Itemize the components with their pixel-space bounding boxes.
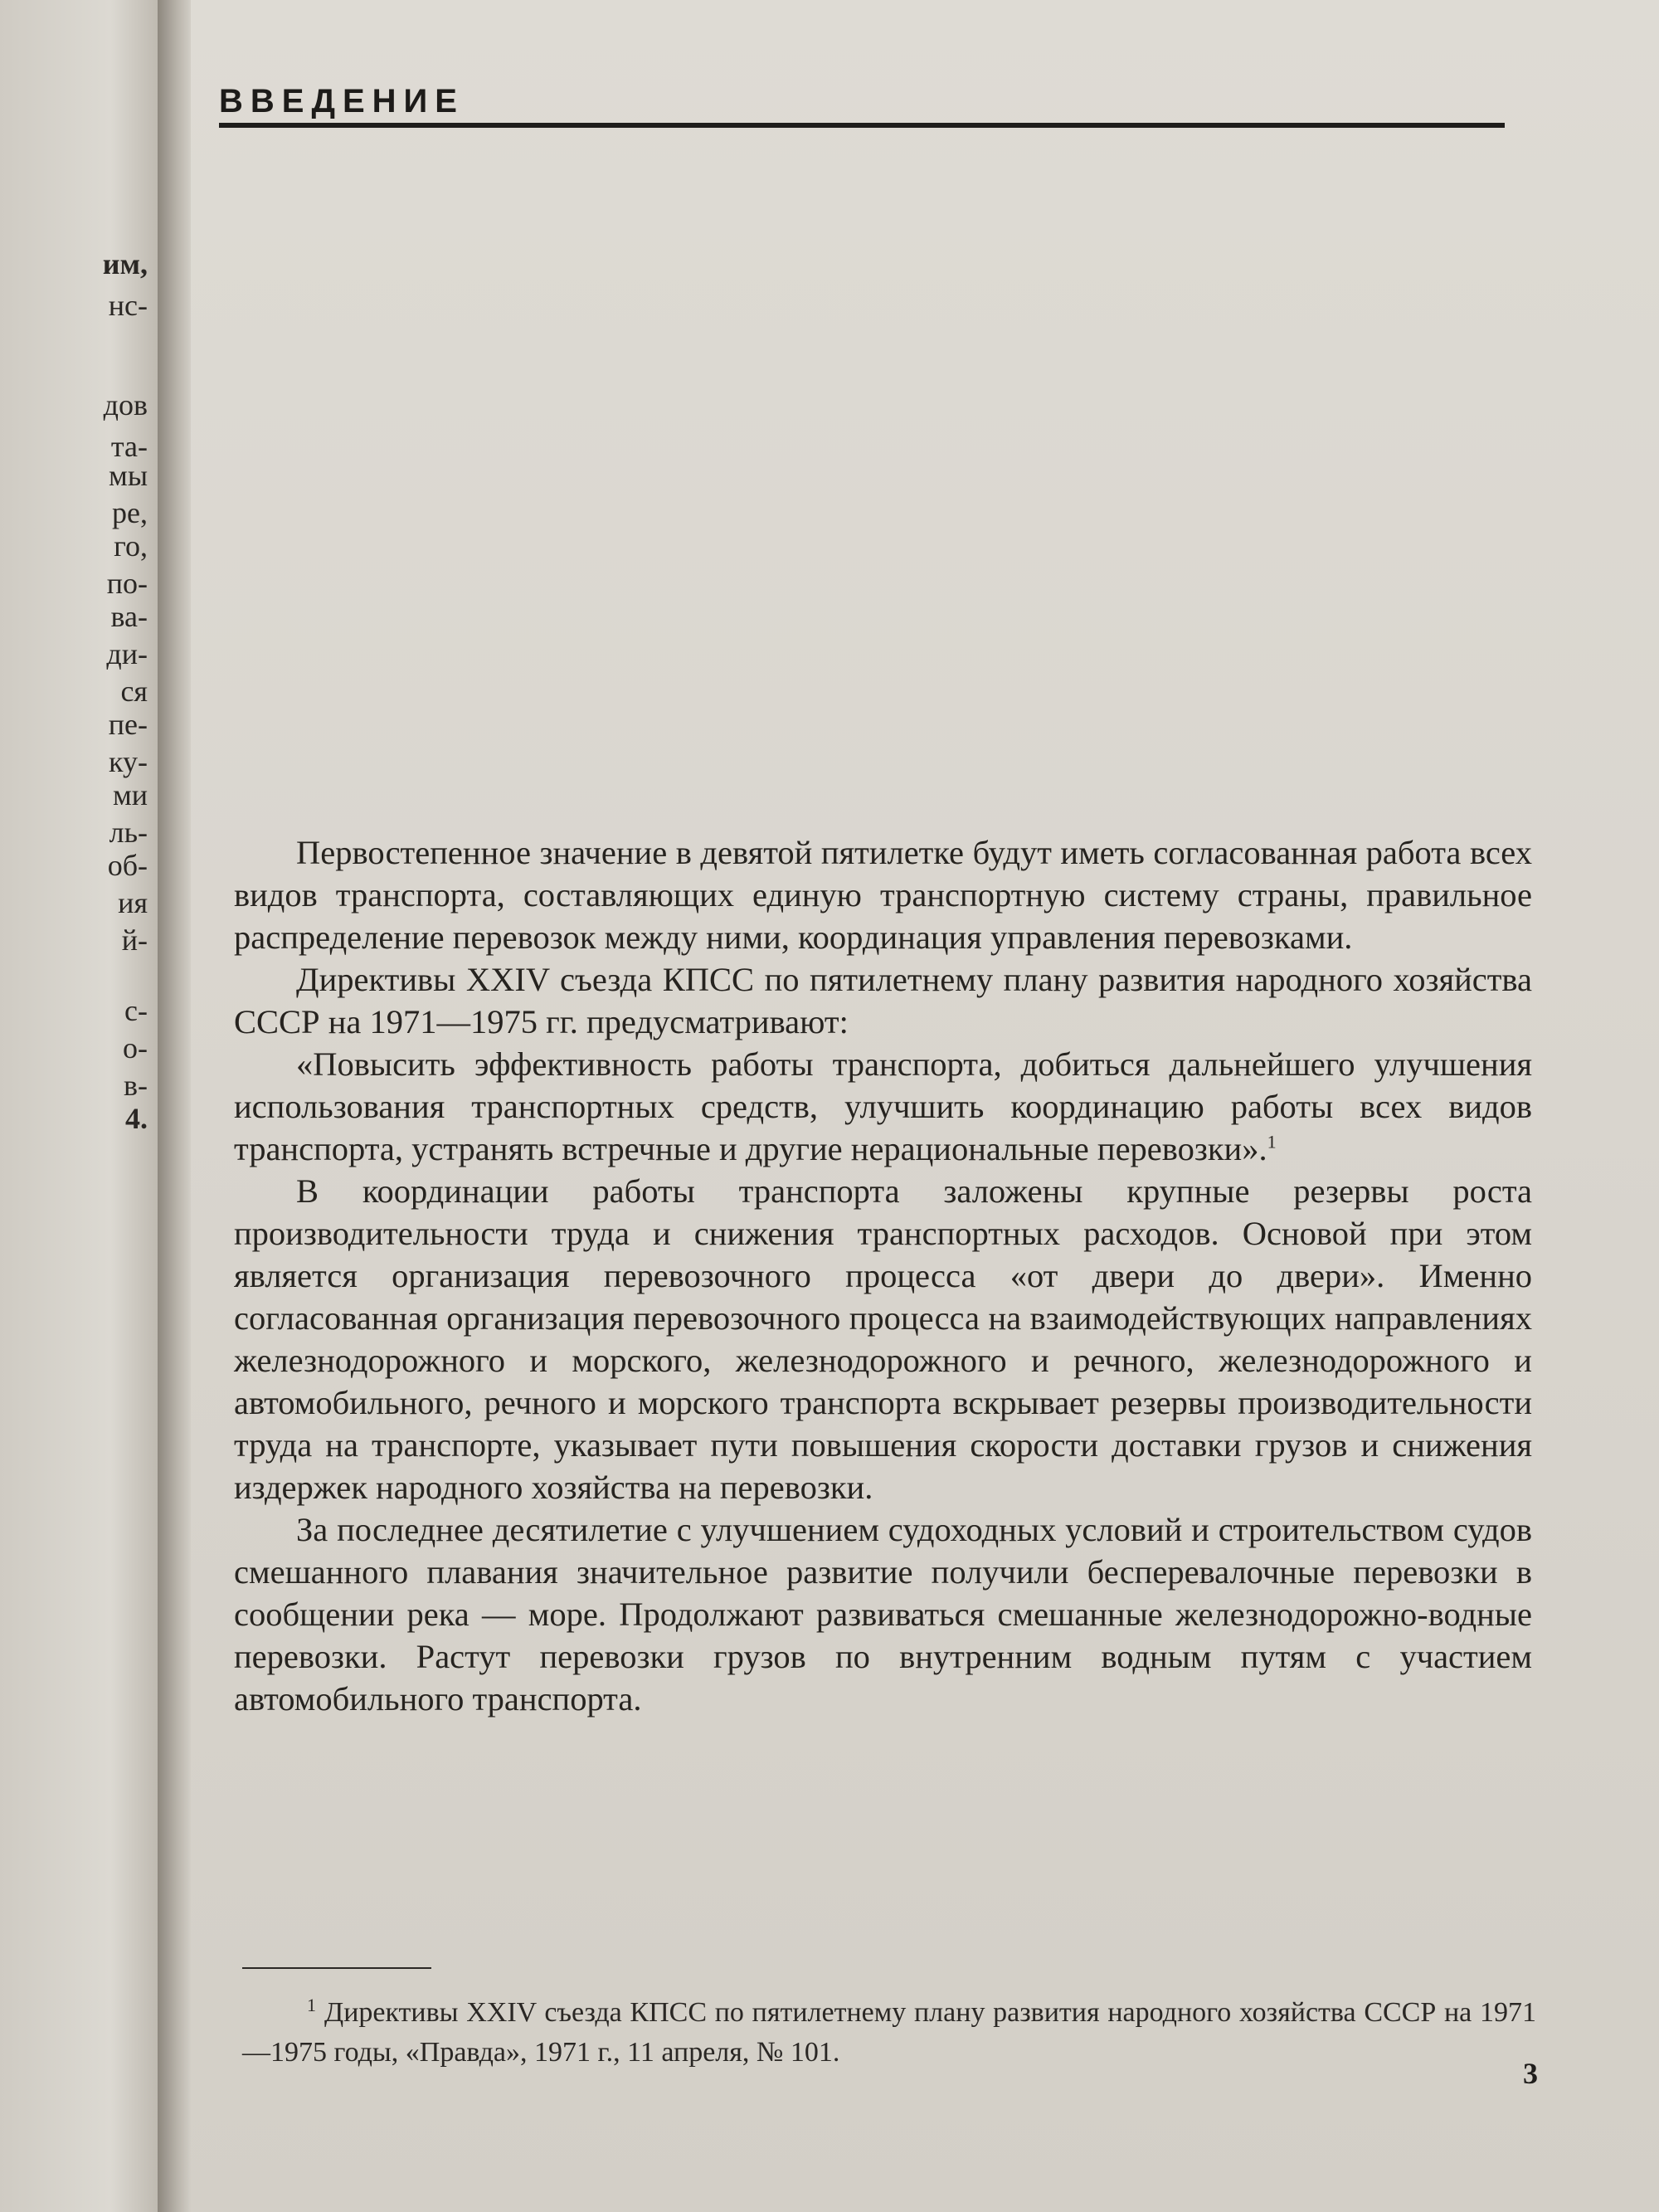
left-page-fragment: ва- <box>110 600 148 633</box>
left-page-fragment: ми <box>112 778 148 811</box>
left-page-fragment: го, <box>114 529 148 563</box>
footnote-rule <box>242 1967 431 1969</box>
paragraph: За последнее десятилетие с улучшением судоходных условий и строительством судов смешанного плавания значительное развитие получили бесперевалочные перевозки в сообщении река — море. Продолжают развиваться смешанные железнодорожно-водные перевозки. Растут перевозки грузов по внутренним водным путям с участием автомобильного транспорта. <box>234 1511 1532 1717</box>
left-page-fragment: мы <box>109 459 148 492</box>
book-gutter <box>158 0 191 2212</box>
footnote-reference: 1 <box>1267 1131 1277 1152</box>
left-page-fragment: ия <box>118 886 148 919</box>
footnote-marker: 1 <box>307 1994 316 2015</box>
left-page-fragment: та- <box>110 430 148 463</box>
left-page-fragment: ся <box>120 675 148 708</box>
left-page-fragment: по- <box>106 567 148 600</box>
previous-page-edge <box>0 0 158 2212</box>
left-page-fragment: в- <box>124 1069 148 1102</box>
left-page-fragment: о- <box>123 1031 148 1065</box>
left-page-fragment: с- <box>124 994 148 1027</box>
quote-text: «Повысить эффективность работы транспорта, добиться дальнейшего улучшения использования транспортных средств, улучшить координацию работы всех видов транспорта, устранять встречные и другие нерациональные перевозки». <box>234 1045 1532 1167</box>
paragraph: В координации работы транспорта заложены крупные резервы роста производительности труда и снижения транспортных расходов. Основой при этом является организация перевозочного процесса «от двери до двери». Именно согласованная организация перевозочного процесса на взаимодействующих направлениях железнодорожного и морского, железнодорожного и речного, железнодорожного и автомобильного, речного и морского транспорта вскрывает резервы производительности труда на транспорте, указывает пути повышения скорости доставки грузов и снижения издержек народного хозяйства на перевозки. <box>234 1172 1532 1506</box>
left-page-fragment: ль- <box>109 816 148 849</box>
paragraph: Директивы XXIV съезда КПСС по пятилетнему плану развития народного хозяйства СССР на 1971—1975 гг. предусматривают: <box>234 961 1532 1040</box>
left-page-fragment: нс- <box>108 289 148 322</box>
chapter-heading: ВВЕДЕНИЕ <box>219 83 465 119</box>
body-text <box>234 831 1532 1720</box>
left-page-fragment: им, <box>102 247 148 280</box>
left-page-fragment: дов <box>103 388 148 421</box>
left-page-fragment: пе- <box>108 708 148 741</box>
left-page-fragment: ку- <box>109 745 148 778</box>
left-page-fragment: ди- <box>106 637 148 670</box>
quote-paragraph <box>234 1043 1532 1170</box>
heading-rule <box>219 123 1505 128</box>
left-page-fragment: ре, <box>112 496 148 529</box>
left-page-fragment: 4. <box>125 1102 148 1135</box>
footnote-text: Директивы XXIV съезда КПСС по пятилетнему плану развития народного хозяйства СССР на 1971—1975 годы, «Правда», 1971 г., 11 апреля, № 101. <box>242 1997 1536 2068</box>
paragraph: Первостепенное значение в девятой пятилетке будут иметь согласованная работа всех видов транспорта, составляющих единую транспортную систему страны, правильное распределение перевозок между ними, координация управления перевозками. <box>234 834 1532 956</box>
page-number: 3 <box>1523 2057 1538 2090</box>
left-page-fragment: об- <box>107 849 148 882</box>
left-page-fragment: й- <box>121 923 148 957</box>
footnote <box>242 1993 1536 2073</box>
